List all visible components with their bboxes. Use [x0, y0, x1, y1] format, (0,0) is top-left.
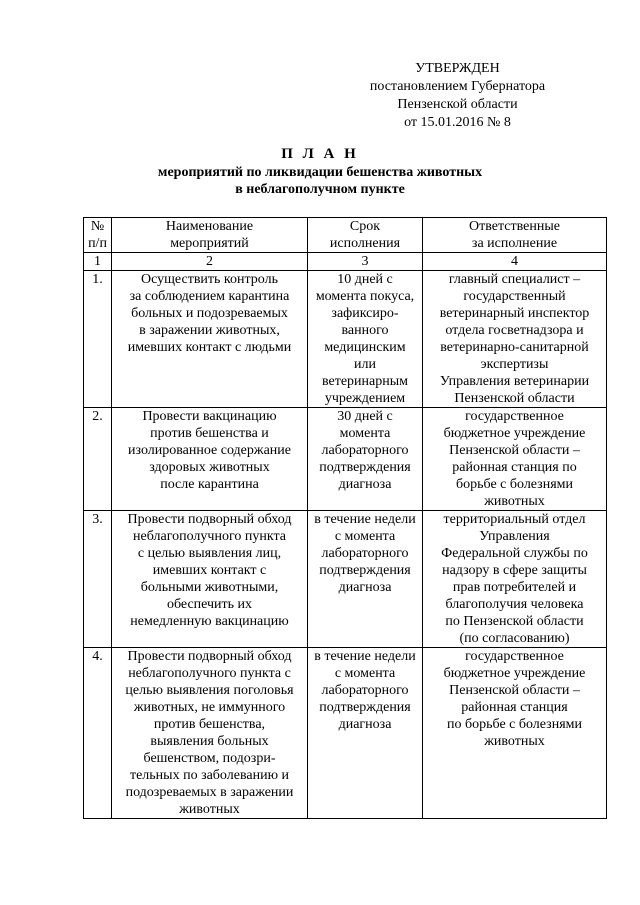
action-cell-line: неблагополучного пункта — [133, 529, 286, 544]
column-number-cell: 3 — [308, 253, 423, 271]
deadline-cell-line: с момента — [334, 666, 396, 681]
responsible-cell-line: Пензенской области — [454, 391, 575, 406]
deadline-cell-line: или — [354, 357, 376, 372]
responsible-cell-line: Управления ветеринарии — [439, 374, 590, 389]
table-header-cell-line: Наименование — [165, 219, 254, 234]
action-cell-line: изолированное содержание — [128, 443, 291, 458]
action-cell-line: подозреваемых в заражении — [125, 785, 294, 800]
action-cell-line: больными животными, — [140, 580, 279, 595]
action-cell-line: животных, не иммунного — [133, 700, 286, 715]
responsible-cell-line: Управления — [479, 529, 550, 544]
action-cell — [112, 648, 308, 819]
deadline-cell-line: медицинским — [324, 340, 406, 355]
action-cell-line: с целью выявления лиц, — [137, 546, 282, 561]
table-column-number-row — [84, 253, 607, 271]
column-number-cell: 1 — [84, 253, 112, 271]
responsible-cell-line: благополучия человека — [445, 597, 584, 612]
deadline-cell-line: диагноза — [338, 477, 392, 492]
responsible-cell-line: борьбе с болезнями — [456, 477, 573, 492]
responsible-cell-line: Пензенской области – — [449, 443, 580, 458]
responsible-cell-line: экспертизы — [480, 357, 549, 372]
deadline-cell-line: диагноза — [338, 580, 392, 595]
table-header-cell — [112, 218, 308, 253]
action-cell-line: после карантина — [160, 477, 259, 492]
deadline-cell-line: 30 дней с — [337, 409, 393, 424]
table-header-row — [84, 218, 607, 253]
action-cell-line: бешенством, подозри- — [143, 751, 276, 766]
responsible-cell-line: надзору в сфере защиты — [442, 563, 587, 578]
responsible-cell-line: (по согласованию) — [459, 631, 570, 646]
action-cell-line: Осуществить контроль — [141, 272, 278, 287]
responsible-cell-line: Пензенской области – — [449, 683, 580, 698]
approval-line: от 15.01.2016 № 8 — [404, 115, 511, 130]
responsible-cell-line: прав потребителей и — [452, 580, 577, 595]
table-header-cell-line: за исполнение — [471, 236, 558, 251]
deadline-cell-line: зафиксиро- — [331, 306, 399, 321]
action-cell-line: больных и подозреваемых — [131, 306, 288, 321]
table-header-cell — [84, 218, 112, 253]
approval-line: постановлением Губернатора — [369, 79, 546, 94]
deadline-cell-line: ванного — [341, 323, 389, 338]
responsible-cell-line: государственное — [465, 409, 564, 424]
title-plan: П Л А Н — [281, 146, 359, 162]
action-cell-line: немедленную вакцинацию — [130, 614, 289, 629]
table-header-cell-line: п/п — [88, 236, 107, 251]
deadline-cell-line: момента покуса, — [315, 289, 415, 304]
responsible-cell-line: отдела госветнадзора и — [445, 323, 584, 338]
table-row — [84, 271, 607, 408]
responsible-cell-line: районная станция по — [452, 460, 577, 475]
action-cell-line: целью выявления поголовья — [125, 683, 294, 698]
responsible-cell-line: территориальный отдел — [443, 512, 586, 527]
deadline-cell — [308, 511, 423, 648]
action-cell-line: против бешенства и — [150, 426, 269, 441]
responsible-cell-line: по борьбе с болезнями — [447, 717, 582, 732]
deadline-cell-line: лабораторного — [321, 546, 409, 561]
action-cell-line: здоровых животных — [149, 460, 270, 475]
responsible-cell-line: государственное — [465, 649, 564, 664]
table-header-cell-line: исполнения — [329, 236, 401, 251]
deadline-cell — [308, 271, 423, 408]
responsible-cell-line: по Пензенской области — [445, 614, 584, 629]
action-cell-line: имевших контакт с людьми — [127, 340, 292, 355]
column-number-cell: 4 — [423, 253, 607, 271]
action-cell — [112, 271, 308, 408]
action-cell — [112, 511, 308, 648]
responsible-cell — [423, 408, 607, 511]
title-line: в неблагополучном пункте — [235, 182, 405, 197]
action-cell — [112, 408, 308, 511]
responsible-cell — [423, 511, 607, 648]
approval-line: УТВЕРЖДЕН — [415, 61, 500, 76]
action-cell-line: выявления больных — [150, 734, 269, 749]
deadline-cell-line: диагноза — [338, 717, 392, 732]
action-cell-line: в заражении животных, — [139, 323, 280, 338]
responsible-cell-line: животных — [484, 734, 545, 749]
deadline-cell-line: в течение недели — [314, 512, 416, 527]
responsible-cell-line: районная станция — [461, 700, 568, 715]
responsible-cell-line: бюджетное учреждение — [443, 666, 586, 681]
table-row — [84, 511, 607, 648]
column-number-cell: 2 — [112, 253, 308, 271]
responsible-cell-line: ветеринарный инспектор — [439, 306, 590, 321]
document-title — [60, 146, 580, 198]
row-number-cell: 3. — [84, 511, 112, 648]
responsible-cell-line: бюджетное учреждение — [443, 426, 586, 441]
deadline-cell-line: лабораторного — [321, 683, 409, 698]
deadline-cell-line: в течение недели — [314, 649, 416, 664]
deadline-cell — [308, 408, 423, 511]
table-header-cell — [423, 218, 607, 253]
approval-stamp — [355, 60, 560, 132]
deadline-cell-line: подтверждения — [319, 700, 411, 715]
row-number-cell: 2. — [84, 408, 112, 511]
deadline-cell-line: учреждением — [324, 391, 406, 406]
action-cell-line: Провести подворный обход — [127, 512, 292, 527]
action-cell-line: тельных по заболеванию и — [129, 768, 290, 783]
plan-table — [83, 217, 607, 819]
action-cell-line: за соблюдением карантина — [129, 289, 290, 304]
responsible-cell — [423, 648, 607, 819]
deadline-cell-line: 10 дней с — [337, 272, 393, 287]
table-row — [84, 408, 607, 511]
action-cell-line: имевших контакт с — [152, 563, 267, 578]
action-cell-line: обеспечить их — [166, 597, 253, 612]
action-cell-line: Провести вакцинацию — [142, 409, 277, 424]
responsible-cell-line: животных — [484, 494, 545, 509]
row-number-cell: 1. — [84, 271, 112, 408]
deadline-cell-line: подтверждения — [319, 563, 411, 578]
action-cell-line: против бешенства, — [153, 717, 266, 732]
deadline-cell-line: момента — [339, 426, 391, 441]
deadline-cell-line: лабораторного — [321, 443, 409, 458]
plan-table-body — [84, 218, 607, 819]
responsible-cell-line: ветеринарно-санитарной — [440, 340, 589, 355]
table-row — [84, 648, 607, 819]
responsible-cell-line: государственный — [463, 289, 566, 304]
table-header-cell — [308, 218, 423, 253]
deadline-cell-line: ветеринарным — [321, 374, 409, 389]
action-cell-line: Провести подворный обход — [127, 649, 292, 664]
table-header-cell-line: мероприятий — [170, 236, 249, 251]
title-line: мероприятий по ликвидации бешенства животных — [157, 165, 483, 180]
action-cell-line: животных — [179, 802, 240, 817]
responsible-cell-line: Федеральной службы по — [441, 546, 588, 561]
table-header-cell-line: Срок — [349, 219, 381, 234]
deadline-cell-line: подтверждения — [319, 460, 411, 475]
deadline-cell-line: с момента — [334, 529, 396, 544]
responsible-cell — [423, 271, 607, 408]
row-number-cell: 4. — [84, 648, 112, 819]
deadline-cell — [308, 648, 423, 819]
action-cell-line: неблагополучного пункта с — [128, 666, 291, 681]
responsible-cell-line: главный специалист – — [448, 272, 581, 287]
approval-line: Пензенской области — [397, 97, 518, 112]
table-header-cell-line: № — [90, 219, 105, 234]
table-header-cell-line: Ответственные — [469, 219, 560, 234]
